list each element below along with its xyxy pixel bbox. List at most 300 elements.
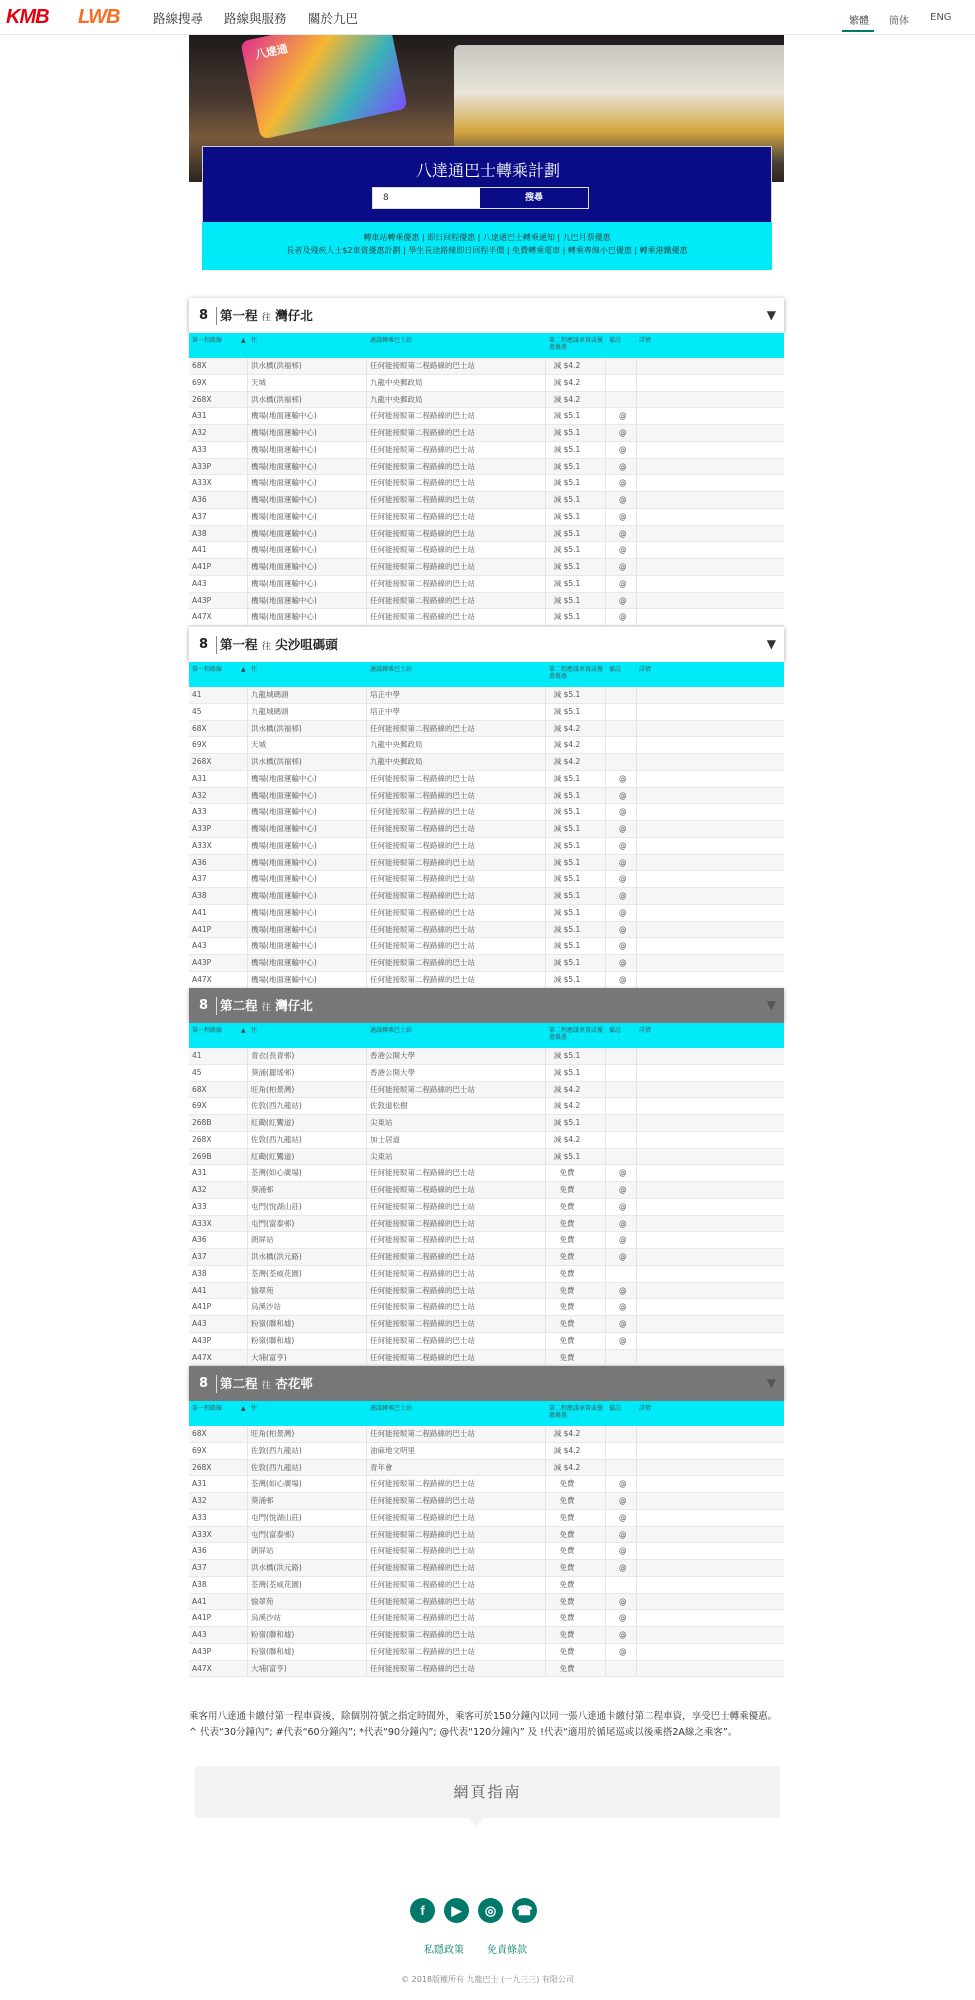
table-row: [189, 1132, 784, 1149]
cell-divider: [366, 1266, 367, 1282]
first-leg-route[interactable]: A37: [192, 1563, 207, 1572]
first-leg-route[interactable]: A32: [192, 1496, 207, 1505]
transfer-stop: 任何能接駁第二程路線的巴士站: [370, 1201, 475, 1211]
cell-divider: [366, 559, 367, 575]
transfer-stop: 任何能接駁第二程路線的巴士站: [370, 1285, 475, 1295]
cell-divider: [605, 576, 606, 592]
cell-divider: [247, 358, 248, 374]
youtube-icon[interactable]: ▶: [444, 1898, 469, 1923]
origin-destination: 葵涌(麗瑤邨): [251, 1067, 295, 1077]
first-leg-route[interactable]: A33: [192, 444, 207, 454]
first-leg-route[interactable]: A41P: [192, 1302, 212, 1312]
cell-divider: [605, 1149, 606, 1165]
cell-divider: [247, 721, 248, 737]
cell-divider: [636, 442, 637, 458]
col-details: 詳情: [639, 1405, 652, 1412]
first-leg-route[interactable]: A32: [192, 1185, 207, 1194]
first-leg-route[interactable]: A33X: [192, 1529, 212, 1539]
transfer-stop: 九龍中央郵政局: [370, 394, 423, 404]
cell-divider: [545, 1560, 546, 1576]
origin-destination: 荃灣(如心廣場): [251, 1168, 302, 1178]
fare-discount: 減 $5.1: [553, 495, 581, 504]
transfer-table-body: [189, 358, 784, 626]
cell-divider: [605, 804, 606, 820]
first-leg-route[interactable]: 41: [192, 1051, 202, 1060]
origin-destination: 愉翠苑: [251, 1596, 274, 1606]
origin-destination: 機場(地面運輸中心): [251, 907, 317, 917]
cell-divider: [247, 922, 248, 938]
cell-divider: [247, 1199, 248, 1215]
cell-divider: [605, 1476, 606, 1492]
table-row: [189, 1249, 784, 1266]
origin-destination: 烏溪沙站: [251, 1613, 281, 1623]
first-leg-route[interactable]: A33P: [192, 461, 212, 471]
cell-divider: [247, 1594, 248, 1610]
kmb-logo[interactable]: KMB: [6, 6, 49, 28]
cell-divider: [545, 1065, 546, 1081]
cell-divider: [605, 788, 606, 804]
first-leg-route[interactable]: A41: [192, 1596, 207, 1606]
col-remarks: 備註: [609, 1405, 622, 1412]
first-leg-route[interactable]: A41: [192, 1285, 207, 1295]
first-leg-route[interactable]: A36: [192, 1546, 207, 1556]
transfer-stop: 油麻地文明里: [370, 1445, 415, 1455]
cell-divider: [366, 1493, 367, 1509]
cell-divider: [545, 442, 546, 458]
nav-routes-services[interactable]: 路線與服務: [224, 11, 287, 26]
first-leg-route[interactable]: A32: [192, 790, 207, 800]
table-row: [189, 1266, 784, 1283]
cell-divider: [605, 559, 606, 575]
cell-divider: [545, 788, 546, 804]
cell-divider: [636, 1644, 637, 1660]
offer-link-row1-0[interactable]: 轉車站轉乘優惠: [363, 233, 420, 242]
first-leg-route[interactable]: A43: [192, 1319, 207, 1328]
lang-traditional[interactable]: 繁體: [849, 16, 869, 27]
origin-destination: 愉翠苑: [251, 1285, 274, 1295]
fare-discount: 減 $4.2: [553, 1429, 581, 1438]
site-guide-toggle[interactable]: 網頁指南: [195, 1766, 780, 1818]
disclaimer-link[interactable]: 免責條款: [487, 1945, 527, 1956]
cell-divider: [366, 1627, 367, 1643]
table-row: [189, 609, 784, 626]
remark-symbol: @: [619, 840, 627, 850]
cell-divider: [247, 1266, 248, 1282]
first-leg-route[interactable]: A38: [192, 528, 207, 538]
cell-divider: [545, 905, 546, 921]
offer-link-row2-2[interactable]: 免費轉乘電車: [512, 246, 561, 255]
first-leg-route[interactable]: A31: [192, 773, 207, 783]
cell-divider: [605, 871, 606, 887]
first-leg-route[interactable]: A47X: [192, 974, 212, 984]
fare-discount: 減 $4.2: [553, 757, 581, 766]
offer-link-row2-1[interactable]: 學生長途路線即日回程半價: [408, 246, 505, 255]
cell-divider: [247, 1460, 248, 1476]
cell-divider: [636, 1594, 637, 1610]
cell-divider: [636, 1249, 637, 1265]
cell-divider: [247, 542, 248, 558]
first-leg-route[interactable]: A43P: [192, 1646, 212, 1656]
cell-divider: [545, 1132, 546, 1148]
first-leg-route[interactable]: A41P: [192, 924, 212, 934]
cell-divider: [636, 408, 637, 424]
transfer-stop: 任何能接駁第二程路線的巴士站: [370, 974, 475, 984]
cell-divider: [636, 1048, 637, 1064]
cell-divider: [247, 1316, 248, 1332]
cell-divider: [366, 1350, 367, 1366]
first-leg-route[interactable]: A41P: [192, 562, 212, 571]
first-leg-route[interactable]: A32: [192, 428, 207, 437]
first-leg-route[interactable]: A38: [192, 891, 207, 900]
fare-discount: 減 $4.2: [553, 377, 581, 387]
first-leg-route[interactable]: A31: [192, 1168, 207, 1178]
transfer-stop: 任何能接駁第二程路線的巴士站: [370, 1546, 475, 1556]
offer-links-panel: [202, 222, 772, 270]
first-leg-route[interactable]: A38: [192, 1268, 207, 1278]
origin-destination: 佐敦(西九龍站): [251, 1462, 302, 1472]
section-header[interactable]: [189, 298, 784, 333]
cell-divider: [636, 1283, 637, 1299]
cell-divider: [247, 1082, 248, 1098]
first-leg-route[interactable]: A36: [192, 857, 207, 867]
col-fare: 第二程應議車資或優惠優惠: [549, 1027, 604, 1041]
col-first-leg-route[interactable]: 第一程路線: [192, 1405, 223, 1412]
col-transfer-stop: 適議轉乘巴士站: [370, 666, 413, 673]
first-leg-route[interactable]: A43: [192, 578, 207, 588]
cell-divider: [247, 1527, 248, 1543]
table-row: [189, 1510, 784, 1527]
offer-link-row2-3[interactable]: 轉乘專線小巴優惠: [567, 246, 632, 255]
section-header[interactable]: [189, 988, 784, 1023]
cell-divider: [247, 559, 248, 575]
cell-divider: [366, 1283, 367, 1299]
section-header[interactable]: [189, 627, 784, 662]
table-row: [189, 1316, 784, 1333]
cell-divider: [366, 1333, 367, 1349]
section-header[interactable]: [189, 1366, 784, 1401]
lang-english[interactable]: ENG: [930, 12, 952, 23]
cell-divider: [636, 687, 637, 703]
transfer-stop: 九龍中央郵政局: [370, 740, 423, 750]
first-leg-route[interactable]: 68X: [192, 361, 207, 370]
table-header: [189, 333, 784, 358]
cell-divider: [636, 1082, 637, 1098]
origin-destination: 機場(地面運輸中心): [251, 807, 317, 817]
cell-divider: [545, 771, 546, 787]
fare-discount: 免費: [559, 1613, 575, 1623]
remark-symbol: @: [619, 1285, 627, 1295]
cell-divider: [545, 1182, 546, 1198]
cell-divider: [605, 1594, 606, 1610]
cell-divider: [366, 1527, 367, 1543]
lang-simplified[interactable]: 簡体: [889, 16, 909, 27]
col-first-leg-route[interactable]: 第一程路線: [192, 666, 223, 673]
table-row: [189, 1610, 784, 1627]
to-word: 往: [261, 313, 271, 323]
fare-discount: 減 $4.2: [553, 361, 581, 370]
first-leg-route[interactable]: A43P: [192, 958, 212, 967]
cell-divider: [636, 609, 637, 625]
divider: [216, 307, 217, 325]
cell-divider: [636, 1132, 637, 1148]
transfer-stop: 任何能接駁第二程路線的巴士站: [370, 1646, 475, 1656]
first-leg-route[interactable]: 69X: [192, 377, 207, 387]
first-leg-route[interactable]: A43P: [192, 1335, 212, 1345]
fare-discount: 減 $5.1: [553, 461, 581, 471]
cell-divider: [247, 1350, 248, 1366]
section-title: [220, 1366, 313, 1404]
first-leg-route[interactable]: A47X: [192, 1352, 212, 1362]
first-leg-route[interactable]: 268X: [192, 1134, 212, 1144]
col-first-leg-route[interactable]: 第一程路線: [192, 337, 223, 344]
search-button[interactable]: 搜尋: [480, 188, 588, 208]
table-row: [189, 771, 784, 788]
table-row: [189, 542, 784, 559]
privacy-policy-link[interactable]: 私隱政策: [424, 1945, 464, 1956]
col-details: 詳情: [639, 337, 652, 344]
col-first-leg-route[interactable]: 第一程路線: [192, 1027, 223, 1034]
transfer-stop: 任何能接駁第二程路線的巴士站: [370, 824, 475, 833]
origin-destination: 葵涌邨: [251, 1185, 274, 1194]
sort-icon[interactable]: ▲: [241, 666, 246, 673]
first-leg-route[interactable]: A41P: [192, 1613, 212, 1623]
origin-destination: 洪水橋(洪福邨): [251, 394, 302, 404]
table-row: [189, 821, 784, 838]
cell-divider: [247, 1048, 248, 1064]
cell-divider: [605, 1065, 606, 1081]
first-leg-route[interactable]: 69X: [192, 1101, 207, 1111]
cell-divider: [605, 1610, 606, 1626]
cell-divider: [636, 1627, 637, 1643]
first-leg-route[interactable]: A37: [192, 1252, 207, 1261]
sort-icon[interactable]: ▲: [241, 1405, 246, 1412]
cell-divider: [605, 375, 606, 391]
first-leg-route[interactable]: A33: [192, 807, 207, 817]
first-leg-route[interactable]: A41: [192, 907, 207, 917]
cell-divider: [247, 1216, 248, 1232]
nav-about-kmb[interactable]: 關於九巴: [308, 11, 359, 26]
first-leg-route[interactable]: A33: [192, 1201, 207, 1211]
first-leg-route[interactable]: 45: [192, 1067, 202, 1077]
first-leg-route[interactable]: 268X: [192, 1462, 212, 1472]
lwb-logo[interactable]: LWB: [78, 6, 120, 28]
cell-divider: [605, 754, 606, 770]
first-leg-route[interactable]: 69X: [192, 740, 207, 750]
transfer-stop: 任何能接駁第二程路線的巴士站: [370, 612, 475, 622]
first-leg-route[interactable]: 268B: [192, 1118, 212, 1127]
cell-divider: [545, 1098, 546, 1114]
cell-divider: [545, 1149, 546, 1165]
cell-divider: [366, 1165, 367, 1181]
first-leg-route[interactable]: A31: [192, 411, 207, 421]
cell-divider: [636, 576, 637, 592]
first-leg-route[interactable]: A43P: [192, 595, 212, 605]
first-leg-route[interactable]: A37: [192, 874, 207, 884]
instagram-icon[interactable]: ◎: [478, 1898, 503, 1923]
cell-divider: [605, 1443, 606, 1459]
transfer-stop: 任何能接駁第二程路線的巴士站: [370, 361, 475, 370]
remark-symbol: @: [619, 595, 627, 605]
transfer-stop: 任何能接駁第二程路線的巴士站: [370, 1335, 475, 1345]
cell-divider: [247, 737, 248, 753]
table-row: [189, 1443, 784, 1460]
origin-destination: 天城: [251, 377, 266, 387]
cell-divider: [636, 1426, 637, 1442]
origin-destination: 荃灣(如心廣場): [251, 1479, 302, 1489]
collapse-triangle-icon[interactable]: ▼: [766, 637, 776, 651]
origin-destination: 洪水橋(洪福邨): [251, 757, 302, 766]
first-leg-route[interactable]: 69X: [192, 1445, 207, 1455]
first-leg-route[interactable]: A47X: [192, 1663, 212, 1673]
fare-discount: 免費: [559, 1235, 575, 1245]
origin-destination: 機場(地面運輸中心): [251, 891, 317, 900]
first-leg-route[interactable]: 41: [192, 690, 202, 699]
offer-link-row1-2[interactable]: 八達通巴士轉乘通知: [482, 233, 555, 242]
collapse-triangle-icon[interactable]: ▼: [766, 308, 776, 322]
first-leg-route[interactable]: A43: [192, 941, 207, 951]
origin-destination: 機場(地面運輸中心): [251, 428, 317, 437]
first-leg-route[interactable]: 269B: [192, 1151, 212, 1161]
remark-symbol: @: [619, 924, 627, 934]
cell-divider: [366, 1510, 367, 1526]
transfer-stop: 任何能接駁第二程路線的巴士站: [370, 562, 475, 571]
cell-divider: [366, 392, 367, 408]
cell-divider: [366, 938, 367, 954]
first-leg-route[interactable]: A33X: [192, 478, 212, 488]
cell-divider: [605, 408, 606, 424]
offer-link-row2-0[interactable]: 長者及殘疾人士$2車資優惠計劃: [286, 246, 401, 255]
cell-divider: [636, 938, 637, 954]
remark-symbol: @: [619, 1201, 627, 1211]
table-row: [189, 1460, 784, 1477]
octopus-card-text: 八達通: [254, 42, 290, 62]
active-language-indicator: [842, 30, 874, 32]
table-row: [189, 1493, 784, 1510]
cell-divider: [545, 855, 546, 871]
origin-destination: 機場(地面運輸中心): [251, 562, 317, 571]
transfer-stop: 任何能接駁第二程路線的巴士站: [370, 924, 475, 934]
first-leg-route[interactable]: 68X: [192, 1084, 207, 1094]
collapse-triangle-icon[interactable]: ▼: [766, 998, 776, 1012]
cell-divider: [366, 358, 367, 374]
table-row: [189, 1149, 784, 1166]
remark-symbol: @: [619, 495, 627, 504]
transfer-stop: 任何能接駁第二程路線的巴士站: [370, 723, 475, 733]
first-leg-route[interactable]: A36: [192, 495, 207, 504]
cell-divider: [247, 408, 248, 424]
fare-discount: 減 $5.1: [553, 891, 581, 900]
remark-symbol: @: [619, 511, 627, 521]
remark-symbol: @: [619, 958, 627, 967]
first-leg-route[interactable]: 45: [192, 706, 202, 716]
first-leg-route[interactable]: A31: [192, 1479, 207, 1489]
first-leg-route[interactable]: A33: [192, 1512, 207, 1522]
transfer-stop: 任何能接駁第二程路線的巴士站: [370, 1630, 475, 1639]
cell-divider: [605, 1132, 606, 1148]
cell-divider: [605, 1661, 606, 1677]
facebook-icon[interactable]: f: [410, 1898, 435, 1923]
cell-divider: [247, 576, 248, 592]
first-leg-route[interactable]: A37: [192, 511, 207, 521]
first-leg-route[interactable]: A47X: [192, 612, 212, 622]
octopus-card-image: [240, 35, 408, 140]
cell-divider: [247, 1560, 248, 1576]
offer-link-row1-1[interactable]: 即日回程優惠: [427, 233, 476, 242]
cell-divider: [545, 576, 546, 592]
table-row: [189, 442, 784, 459]
transfer-stop: 任何能接駁第二程路線的巴士站: [370, 461, 475, 471]
first-leg-route[interactable]: A33X: [192, 1218, 212, 1228]
cell-divider: [605, 1098, 606, 1114]
sort-icon[interactable]: ▲: [241, 1027, 246, 1034]
first-leg-route[interactable]: A33P: [192, 824, 212, 833]
fare-discount: 免費: [559, 1496, 575, 1505]
table-row: [189, 1216, 784, 1233]
first-leg-route[interactable]: 268X: [192, 394, 212, 404]
sort-icon[interactable]: ▲: [241, 337, 246, 344]
cell-divider: [605, 1426, 606, 1442]
first-leg-route[interactable]: 268X: [192, 757, 212, 766]
cell-divider: [636, 905, 637, 921]
chat-icon[interactable]: ☎: [512, 1898, 537, 1923]
origin-destination: 大埔(富亨): [251, 1663, 287, 1673]
nav-route-search[interactable]: 路線搜尋: [153, 11, 204, 26]
fare-discount: 減 $4.2: [553, 1134, 581, 1144]
cell-divider: [545, 1082, 546, 1098]
table-row: [189, 475, 784, 492]
cell-divider: [366, 972, 367, 988]
offer-link-row2-4[interactable]: 轉乘港鐵優惠: [639, 246, 688, 255]
cell-divider: [636, 1115, 637, 1131]
cell-divider: [545, 1661, 546, 1677]
cell-divider: [545, 804, 546, 820]
cell-divider: [636, 855, 637, 871]
cell-divider: [366, 804, 367, 820]
first-leg-route[interactable]: 68X: [192, 723, 207, 733]
cell-divider: [366, 821, 367, 837]
table-row: [189, 721, 784, 738]
cell-divider: [545, 1443, 546, 1459]
cell-divider: [366, 922, 367, 938]
cell-divider: [545, 1493, 546, 1509]
cell-divider: [545, 1249, 546, 1265]
remark-symbol: @: [619, 1185, 627, 1194]
col-to: 往: [251, 337, 258, 344]
transfer-stop: 香港公開大學: [370, 1051, 415, 1060]
cell-divider: [545, 542, 546, 558]
first-leg-route[interactable]: A38: [192, 1579, 207, 1589]
route-search-input[interactable]: [373, 188, 480, 208]
transfer-stop: 任何能接駁第二程路線的巴士站: [370, 958, 475, 967]
first-leg-route[interactable]: A33X: [192, 840, 212, 850]
first-leg-route[interactable]: A36: [192, 1235, 207, 1245]
first-leg-route[interactable]: 68X: [192, 1429, 207, 1438]
transfer-stop: 任何能接駁第二程路線的巴士站: [370, 1084, 475, 1094]
transfer-stop: 任何能接駁第二程路線的巴士站: [370, 595, 475, 605]
cell-divider: [247, 1333, 248, 1349]
transfer-stop: 任何能接駁第二程路線的巴士站: [370, 444, 475, 454]
remark-symbol: @: [619, 562, 627, 571]
offer-link-row1-3[interactable]: 九巴月票優惠: [562, 233, 611, 242]
to-word: 往: [261, 642, 271, 652]
collapse-triangle-icon[interactable]: ▼: [766, 1376, 776, 1390]
cell-divider: [605, 526, 606, 542]
first-leg-route[interactable]: A43: [192, 1630, 207, 1639]
fare-discount: 減 $5.1: [553, 528, 581, 538]
origin-destination: 朗屏站: [251, 1235, 274, 1245]
first-leg-route[interactable]: A41: [192, 545, 207, 555]
cell-divider: [636, 509, 637, 525]
